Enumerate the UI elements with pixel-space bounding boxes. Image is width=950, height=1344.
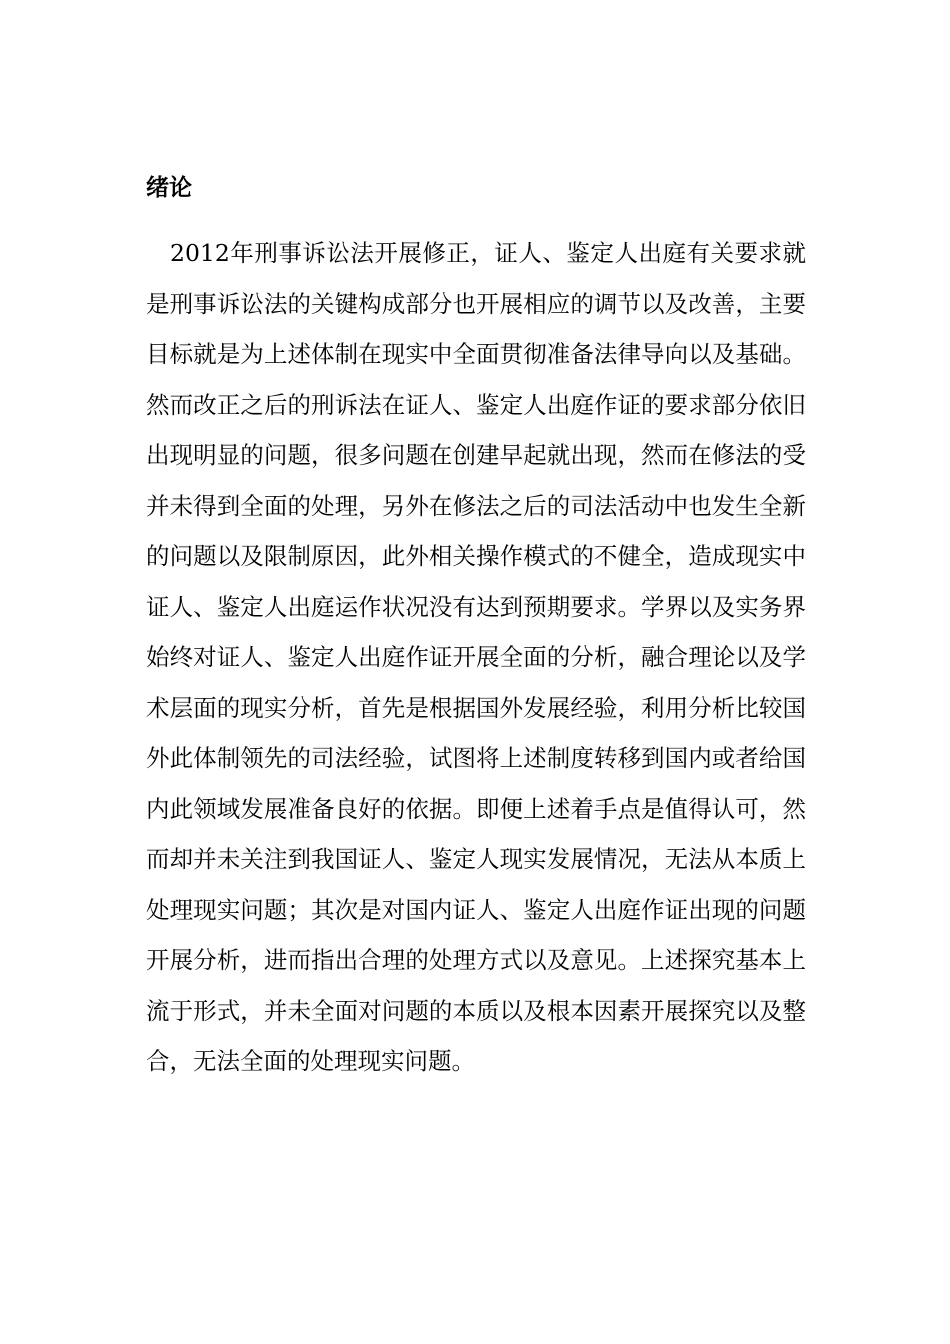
body-paragraph: 2012年刑事诉讼法开展修正，证人、鉴定人出庭有关要求就是刑事诉讼法的关键构成部分也开展相应的调节以及改善，主要目标就是为上述体制在现实中全面贯彻准备法律导向以及基础。然而改正之后的刑诉法在证人、鉴定人出庭作证的要求部分依旧出现明显的问题，很多问题在创建早起就出现，然而在修法的受并未得到全面的处理，另外在修法之后的司法活动中也发生全新的问题以及限制原因，此外相关操作模式的不健全，造成现实中证人、鉴定人出庭运作状况没有达到预期要求。学界以及实务界始终对证人、鉴定人出庭作证开展全面的分析，融合理论以及学术层面的现实分析，首先是根据国外发展经验，利用分析比较国外此体制领先的司法经验，试图将上述制度转移到国内或者给国内此领域发展准备良好的依据。即便上述着手点是值得认可，然而却并未关注到我国证人、鉴定人现实发展情况，无法从本质上处理现实问题；其次是对国内证人、鉴定人出庭作证出现的问题开展分析，进而指出合理的处理方式以及意见。上述探究基本上流于形式，并未全面对问题的本质以及根本因素开展探究以及整合，无法全面的处理现实问题。 (146, 239, 806, 1075)
section-heading: 绪论 (146, 175, 192, 201)
